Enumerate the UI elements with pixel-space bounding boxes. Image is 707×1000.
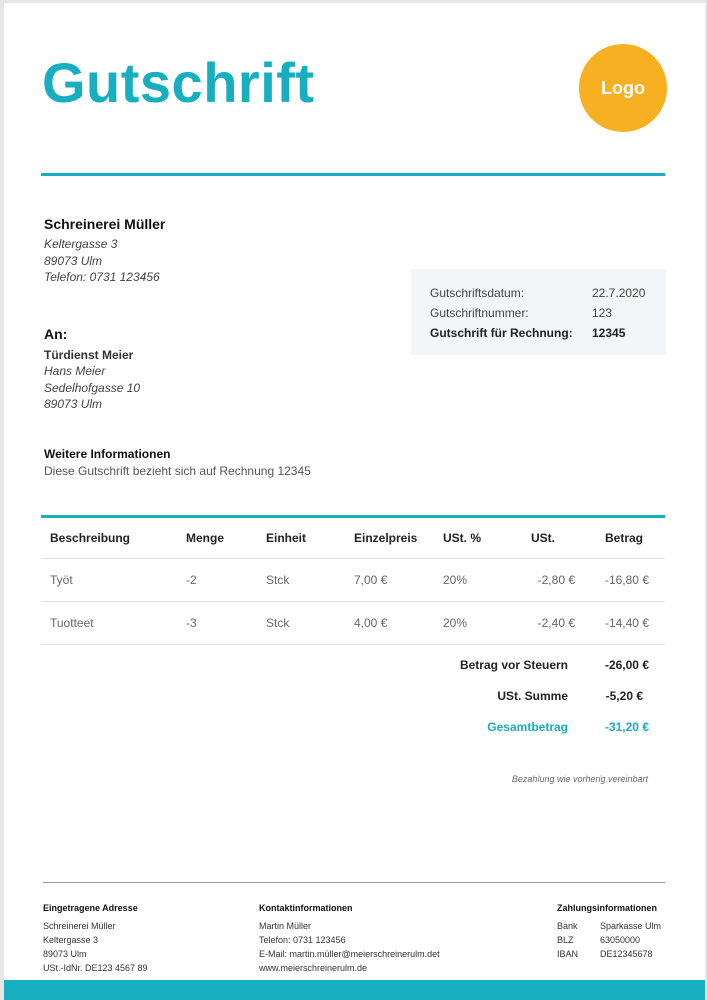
- subtotal-row: [41, 658, 665, 678]
- footer-accent-bar: [4, 980, 705, 1000]
- column-header: USt.: [531, 531, 555, 545]
- payment-value: DE12345678: [600, 949, 653, 959]
- payment-value: Sparkasse Ulm: [600, 921, 662, 931]
- footer-line: Schreinerei Müller: [43, 921, 116, 931]
- footer-line: [557, 947, 661, 961]
- payment-label: IBAN: [557, 949, 579, 959]
- info-value: 12345: [592, 326, 626, 340]
- info-label: Gutschrift für Rechnung:: [430, 326, 573, 340]
- table-cell: 20%: [443, 616, 468, 630]
- sender-street: Keltergasse 3: [44, 237, 118, 251]
- column-header: Betrag: [605, 531, 644, 545]
- column-header: Einzelpreis: [354, 531, 418, 545]
- payment-label: Bank: [557, 921, 578, 931]
- table-cell: -14,40 €: [604, 616, 649, 630]
- recipient-heading: An:: [44, 326, 68, 342]
- footer-address: [43, 903, 148, 975]
- footer-payment: [557, 903, 661, 961]
- vat-sum-row: [41, 689, 665, 709]
- more-info-title: Weitere Informationen: [44, 447, 171, 461]
- footer-line: Keltergasse 3: [43, 935, 99, 945]
- info-value: 22.7.2020: [592, 286, 646, 300]
- table-row: [41, 602, 665, 645]
- footer-heading: Kontaktinformationen: [259, 903, 353, 913]
- footer-line: [557, 933, 661, 947]
- column-header: Menge: [186, 531, 225, 545]
- table-cell: 20%: [443, 573, 468, 587]
- table-cell: Stck: [266, 573, 290, 587]
- table-cell: -2,40 €: [537, 616, 575, 630]
- sender-address: [44, 236, 160, 286]
- footer-divider: [43, 882, 665, 883]
- column-header: Einheit: [266, 531, 307, 545]
- column-header: Beschreibung: [50, 531, 131, 545]
- total-label: Betrag vor Steuern: [459, 658, 568, 672]
- footer-line: E-Mail: martin.müller@meierschreinerulm.det: [259, 949, 440, 959]
- recipient-city: 89073 Ulm: [44, 397, 103, 411]
- footer-line: Martin Müller: [259, 921, 312, 931]
- footer-heading: Eingetragene Adresse: [43, 903, 138, 913]
- table-row: [41, 559, 665, 602]
- recipient-address: [44, 363, 140, 413]
- column-header: USt. %: [443, 531, 482, 545]
- total-value: -31,20 €: [604, 720, 649, 734]
- info-label: Gutschriftnummer:: [430, 306, 529, 320]
- table-cell: -16,80 €: [604, 573, 649, 587]
- recipient-company: Türdienst Meier: [44, 348, 134, 362]
- payment-label: BLZ: [557, 935, 574, 945]
- payment-note: Bezahlung wie vorherig vereinbart: [511, 774, 648, 784]
- table-cell: Stck: [266, 616, 290, 630]
- payment-value: 63050000: [600, 935, 641, 945]
- header-divider: [41, 173, 665, 176]
- table-cell: -3: [186, 616, 197, 630]
- info-row-invoice-ref: [430, 326, 660, 340]
- footer-line: 89073 Ulm: [43, 949, 87, 959]
- document-title: Gutschrift: [42, 51, 315, 114]
- info-value: 123: [592, 306, 613, 320]
- table-cell: -2: [186, 573, 197, 587]
- credit-note-page: [4, 3, 705, 1000]
- total-value: -26,00 €: [604, 658, 649, 672]
- grand-total-row: [41, 720, 665, 740]
- sender-city: 89073 Ulm: [44, 253, 103, 268]
- info-row-date: [430, 286, 660, 300]
- credit-note-info-box: [411, 269, 666, 355]
- info-label: Gutschriftsdatum:: [430, 286, 525, 300]
- table-cell: Työt: [50, 573, 73, 587]
- recipient-street: Sedelhofgasse 10: [44, 380, 141, 395]
- company-logo: [579, 44, 667, 132]
- footer-line: www.meierschreinerulm.de: [259, 963, 368, 973]
- sender-phone: Telefon: 0731 123456: [44, 270, 160, 284]
- table-cell: 4,00 €: [354, 616, 388, 630]
- footer-line: Telefon: 0731 123456: [259, 935, 346, 945]
- footer-heading: Zahlungsinformationen: [557, 903, 657, 913]
- total-label: Gesamtbetrag: [487, 720, 568, 734]
- logo-label: Logo: [601, 77, 645, 98]
- table-cell: Tuotteet: [50, 616, 94, 630]
- table-cell: -2,80 €: [537, 573, 575, 587]
- table-cell: 7,00 €: [354, 573, 388, 587]
- sender-name: Schreinerei Müller: [44, 216, 166, 232]
- table-header-row: [41, 518, 665, 559]
- total-label: USt. Summe: [497, 689, 568, 703]
- info-row-number: [430, 306, 660, 320]
- total-value: -5,20 €: [605, 689, 643, 703]
- footer-contact: [259, 903, 440, 975]
- recipient-contact: Hans Meier: [44, 364, 106, 378]
- more-info-text: Diese Gutschrift bezieht sich auf Rechnung 12345: [44, 464, 311, 478]
- footer-line: [557, 919, 661, 933]
- footer-line: USt.-IdNr. DE123 4567 89: [43, 963, 148, 973]
